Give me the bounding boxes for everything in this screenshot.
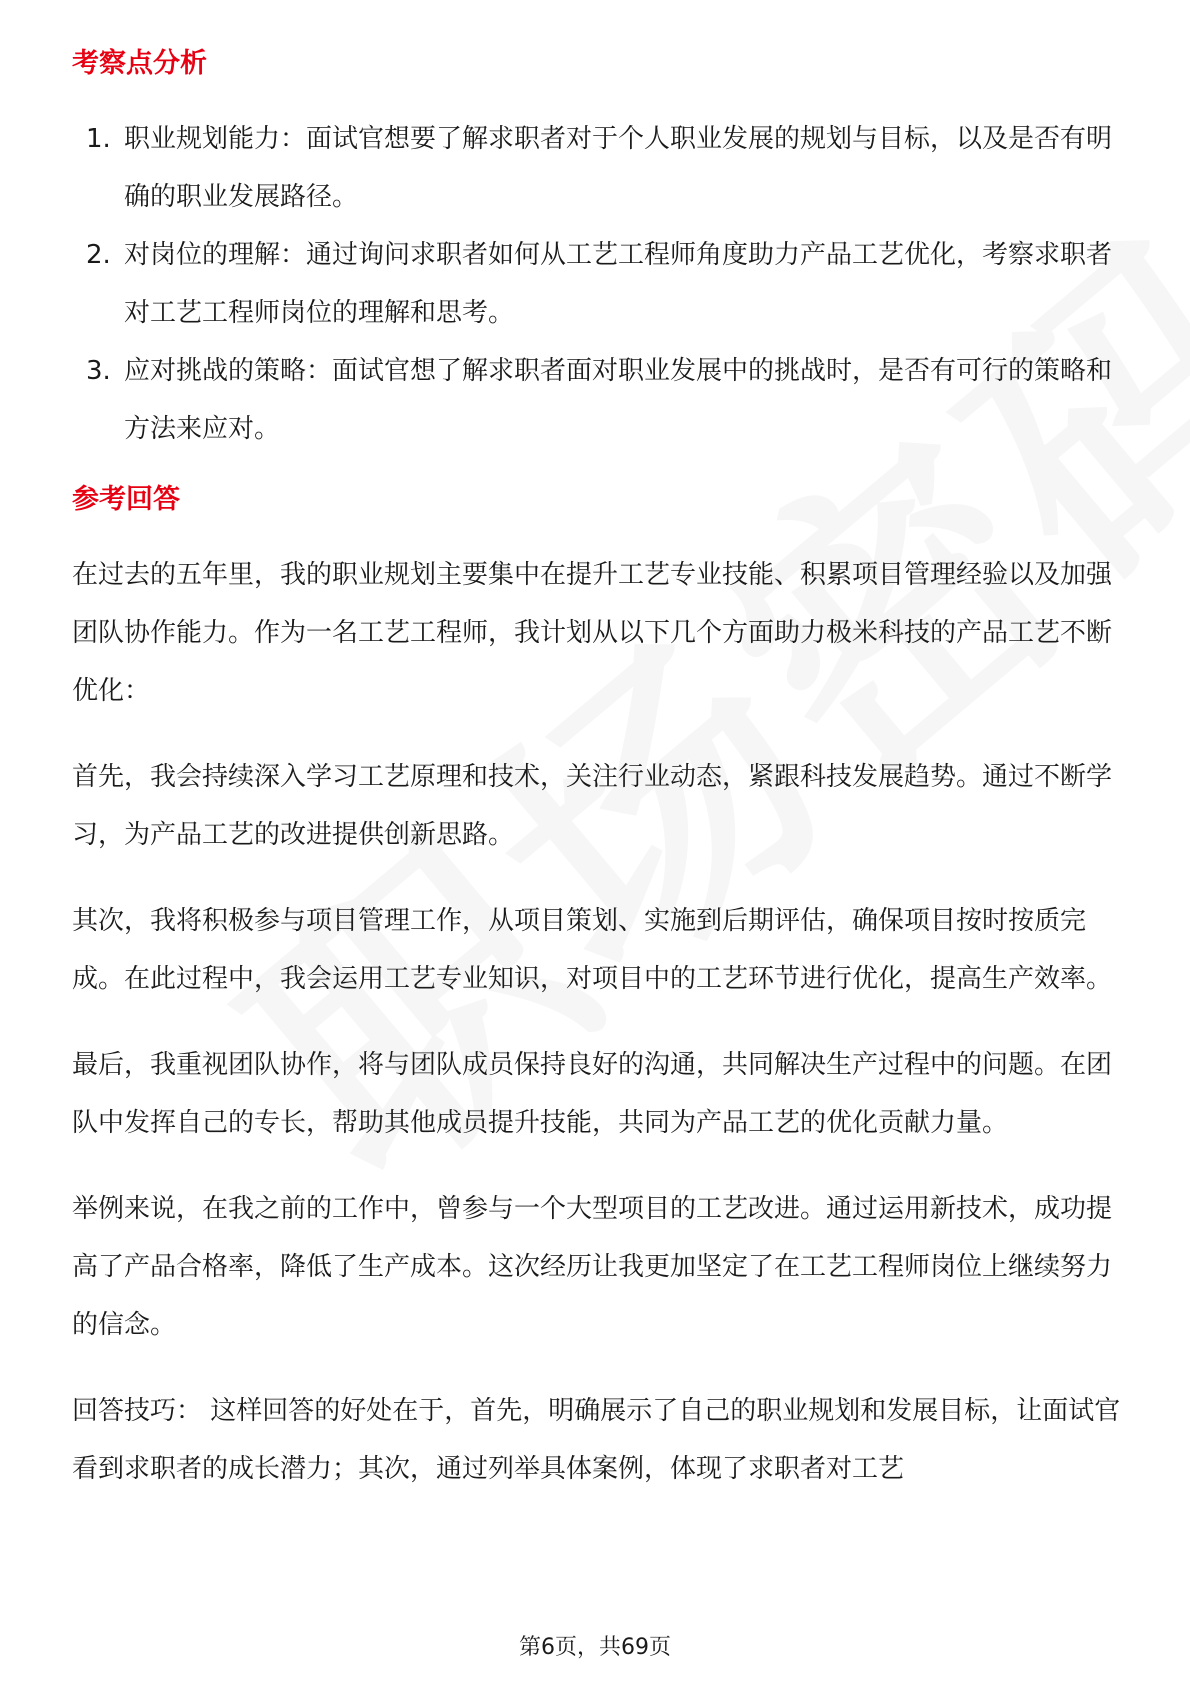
list-item-number: 2. — [86, 240, 111, 270]
list-item — [72, 110, 1122, 226]
list-item-text: 职业规划能力：面试官想要了解求职者对于个人职业发展的规划与目标，以及是否有明确的职业发展路径。 — [124, 124, 1113, 212]
answer-tips-paragraph: 回答技巧： 这样回答的好处在于，首先，明确展示了自己的职业规划和发展目标，让面试官看到求职者的成长潜力；其次，通过列举具体案例，体现了求职者对工艺 — [72, 1396, 1121, 1484]
list-item-number: 3. — [86, 356, 111, 386]
list-item-text: 应对挑战的策略：面试官想了解求职者面对职业发展中的挑战时，是否有可行的策略和方法来应对。 — [124, 356, 1113, 444]
answer-paragraph: 其次，我将积极参与项目管理工作，从项目策划、实施到后期评估，确保项目按时按质完成。在此过程中，我会运用工艺专业知识，对项目中的工艺环节进行优化，提高生产效率。 — [72, 906, 1113, 994]
answer-paragraph: 举例来说，在我之前的工作中，曾参与一个大型项目的工艺改进。通过运用新技术，成功提高了产品合格率，降低了生产成本。这次经历让我更加坚定了在工艺工程师岗位上继续努力的信念。 — [72, 1194, 1113, 1340]
answer-title: 参考回答 — [72, 484, 180, 515]
answer-paragraph: 最后，我重视团队协作，将与团队成员保持良好的沟通，共同解决生产过程中的问题。在团队中发挥自己的专长，帮助其他成员提升技能，共同为产品工艺的优化贡献力量。 — [72, 1050, 1113, 1138]
list-item — [72, 226, 1122, 342]
list-item-number: 1. — [86, 124, 111, 154]
analysis-list — [72, 110, 1122, 458]
list-item-text: 对岗位的理解：通过询问求职者如何从工艺工程师角度助力产品工艺优化，考察求职者对工艺工程师岗位的理解和思考。 — [124, 240, 1113, 328]
page-number: 第6页，共69页 — [519, 1635, 671, 1660]
answer-paragraph: 首先，我会持续深入学习工艺原理和技术，关注行业动态，紧跟科技发展趋势。通过不断学习，为产品工艺的改进提供创新思路。 — [72, 762, 1113, 850]
analysis-title: 考察点分析 — [72, 48, 207, 79]
document-body — [72, 44, 1122, 1498]
answer-paragraph: 在过去的五年里，我的职业规划主要集中在提升工艺专业技能、积累项目管理经验以及加强团队协作能力。作为一名工艺工程师，我计划从以下几个方面助力极米科技的产品工艺不断优化： — [72, 560, 1113, 706]
list-item — [72, 342, 1122, 458]
